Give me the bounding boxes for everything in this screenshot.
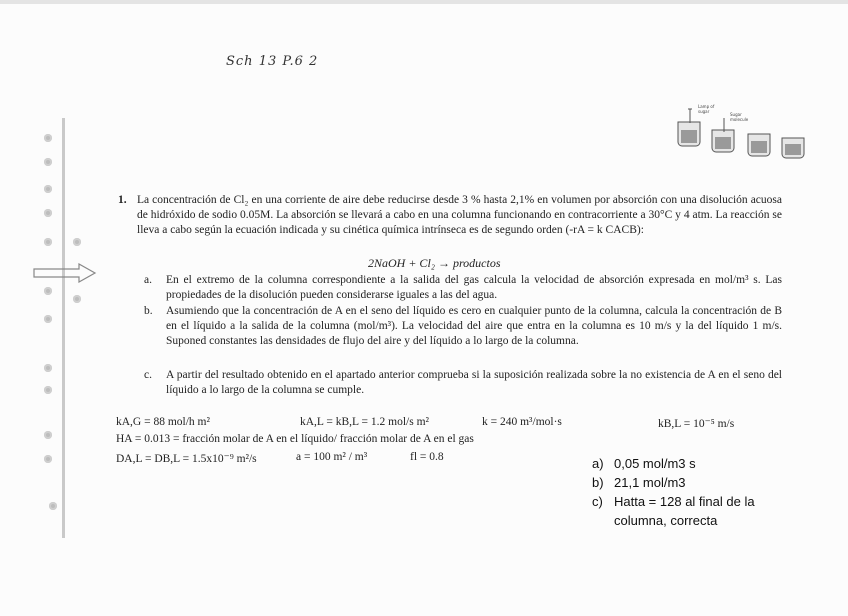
problem-item-b — [144, 304, 782, 349]
punch-hole — [44, 315, 52, 323]
item-text: A partir del resultado obtenido en el apartado anterior comprueba si la suposición realizada sobre la no existencia de A en el seno del líquido a lo largo de la columna se cumple. — [166, 369, 782, 396]
param-kbl: kB,L = 10⁻⁵ m/s — [658, 418, 735, 430]
reaction-equation: 2NaOH + Cl₂ → productos — [368, 256, 501, 270]
binder-margin-line — [62, 118, 65, 538]
param-kag: kA,G = 88 mol/h m² — [116, 416, 210, 428]
param-a: a = 100 m² / m³ — [296, 451, 368, 463]
problem-stem: La concentración de Cl₂ en una corriente de aire debe reducirse desde 3 % hasta 2,1% en volumen por absorción con una disolución acuosa de hidróxido de sodio 0.05M. La absorción se llevará a cabo en una columna funcionando en contracorriente a 30°C y 4 atm. La reacción se lleva a cabo según la ecuación indicada y su cinética química intrínseca es de segundo orden (-rA = k CACB): — [137, 194, 782, 236]
answer-label: c) — [592, 494, 603, 509]
punch-hole — [44, 455, 52, 463]
answer-text: Hatta = 128 al final de la columna, correcta — [614, 494, 755, 528]
handwritten-note: Sch 13 P.6 2 — [226, 54, 319, 69]
punch-hole — [44, 431, 52, 439]
punch-hole — [44, 134, 52, 142]
param-ha: HA = 0.013 = fracción molar de A en el líquido/ fracción molar de A en el gas — [116, 433, 474, 445]
arrow-right-icon — [33, 263, 97, 283]
illustration-label: Lamp of sugar — [698, 104, 715, 114]
item-label: c. — [144, 369, 152, 381]
problem-statement — [118, 193, 782, 238]
problem-item-a — [144, 273, 782, 303]
answer-text: 0,05 mol/m3 s — [614, 456, 696, 471]
answer-b — [592, 473, 782, 492]
punch-hole — [44, 287, 52, 295]
answer-c — [592, 492, 782, 530]
param-kal-kbl: kA,L = kB,L = 1.2 mol/s m² — [300, 416, 429, 428]
punch-hole — [44, 185, 52, 193]
param-dal: DA,L = DB,L = 1.5x10⁻⁹ m²/s — [116, 453, 257, 465]
item-label: a. — [144, 274, 152, 286]
punch-hole — [49, 502, 57, 510]
punch-hole — [44, 364, 52, 372]
answers-list — [592, 454, 782, 530]
param-k: k = 240 m³/mol·s — [482, 416, 562, 428]
answer-text: 21,1 mol/m3 — [614, 475, 686, 490]
problem-item-c — [144, 368, 782, 398]
answer-label: a) — [592, 456, 604, 471]
scan-edge — [0, 0, 848, 4]
item-text: En el extremo de la columna correspondiente a la salida del gas calcula la velocidad de absorción expresada en mol/m³ s. Las propiedades de la disolución pueden considerarse iguales a las del agua. — [166, 274, 782, 301]
param-fl: fl = 0.8 — [410, 451, 444, 463]
item-label: b. — [144, 305, 153, 317]
answer-a — [592, 454, 782, 473]
punch-hole — [44, 209, 52, 217]
punch-hole — [44, 238, 52, 246]
punch-hole — [73, 295, 81, 303]
beakers-illustration — [672, 104, 814, 160]
punch-hole — [44, 386, 52, 394]
punch-hole — [44, 158, 52, 166]
problem-number: 1. — [118, 194, 127, 206]
punch-hole — [73, 238, 81, 246]
illustration-label: Sugar molecule — [730, 112, 749, 122]
item-text: Asumiendo que la concentración de A en el seno del líquido es cero en cualquier punto de la columna, calcula la concentración de B en el líquido a la salida de la columna (mol/m³). La velocidad del aire que entra en la columna es 10 m/s y la del líquido 1 m/s. Suponed constantes las densidades de flujo del aire y del líquido a lo largo de la columna. — [166, 305, 782, 347]
answer-label: b) — [592, 475, 604, 490]
